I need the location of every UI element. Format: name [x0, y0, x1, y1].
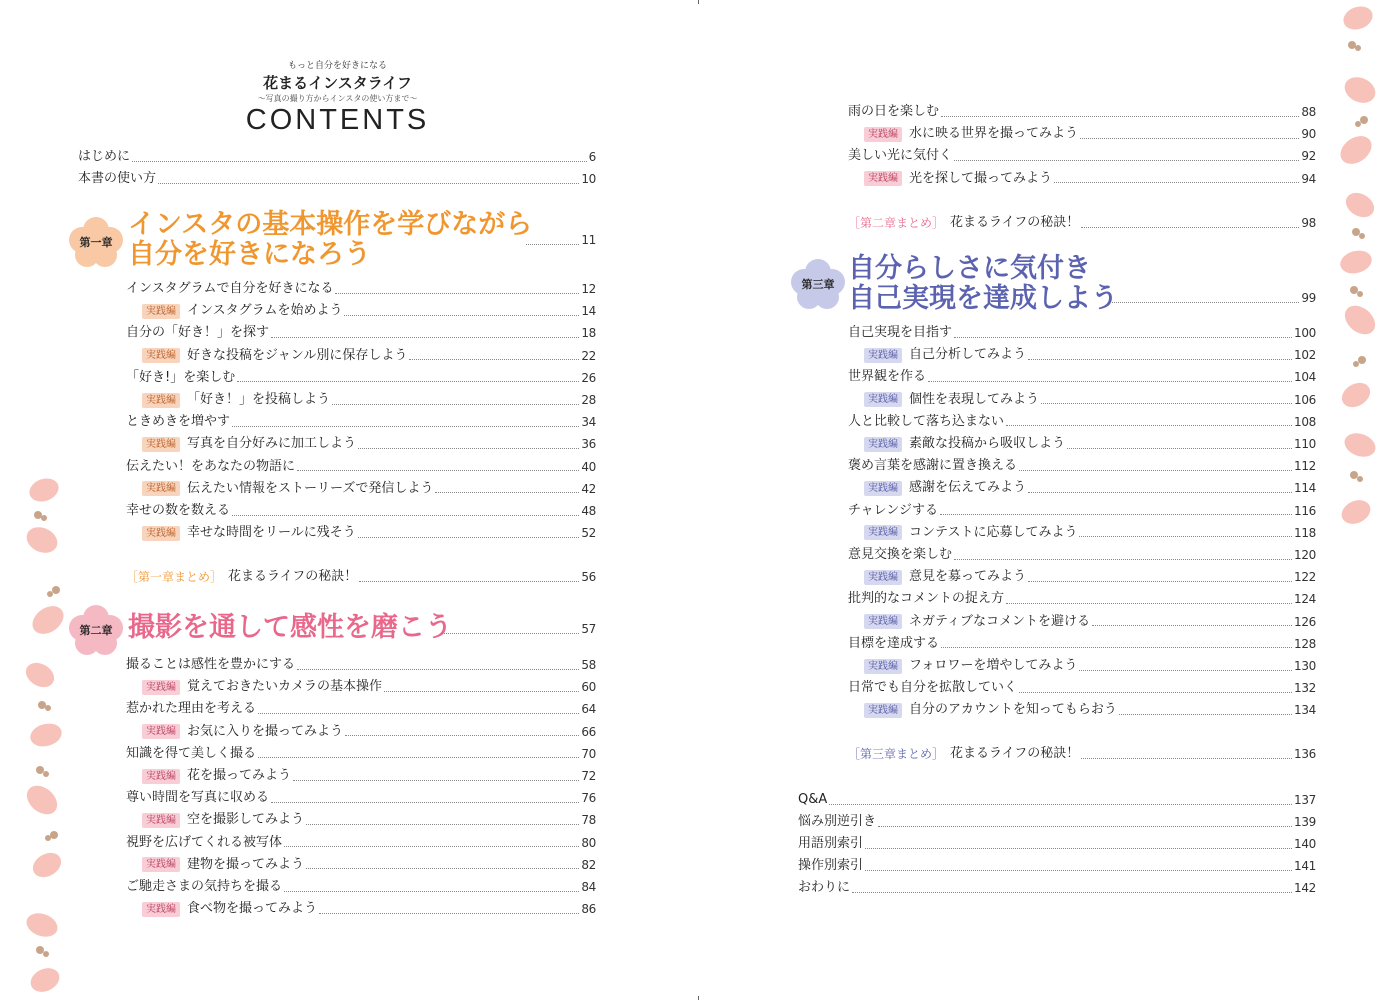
- toc-entry[interactable]: [848, 366, 1316, 388]
- page-number: 64: [581, 702, 596, 717]
- toc-label: 建物を撮ってみよう: [187, 856, 305, 872]
- summary-bracket: ［第二章まとめ］: [848, 216, 945, 230]
- page-number: 104: [1293, 370, 1316, 385]
- toc-entry-practice[interactable]: [864, 433, 1316, 455]
- toc-label: 自分の「好き！」を探す: [126, 325, 270, 341]
- page-number: 60: [581, 680, 596, 695]
- toc-label: フォロワーを増やしてみよう: [909, 658, 1078, 673]
- leader-dots: [1041, 403, 1292, 404]
- page-number: 114: [1293, 481, 1316, 496]
- toc-entry[interactable]: [848, 633, 1316, 655]
- page-number: 70: [581, 746, 596, 761]
- page-number: 136: [1293, 747, 1316, 761]
- toc-entry[interactable]: [848, 322, 1316, 344]
- toc-entry-practice[interactable]: [142, 522, 596, 544]
- petal-garland-icon: [1334, 0, 1384, 540]
- practice-tag: 実践編: [142, 857, 180, 872]
- leader-dots: [1006, 603, 1292, 604]
- page-number: 48: [581, 504, 596, 518]
- toc-label: 花まるライフの秘訣！: [950, 215, 1080, 230]
- toc-entry-intro[interactable]: [78, 146, 596, 168]
- page-number: 80: [581, 835, 596, 850]
- spine-mark-bottom: [698, 996, 699, 1000]
- page-number: 132: [1293, 681, 1316, 696]
- page-number: 12: [581, 282, 596, 296]
- leader-dots: [1092, 625, 1292, 626]
- toc-header: [240, 60, 435, 136]
- chapter2-badge: 第二章: [79, 624, 113, 637]
- leader-dots: [258, 713, 579, 714]
- summary-bracket: ［第三章まとめ］: [848, 747, 945, 761]
- page-number: 40: [581, 459, 596, 474]
- page-number: 57: [581, 622, 596, 636]
- summary-bracket: ［第一章まとめ］: [126, 570, 223, 584]
- toc-label: 批判的なコメントの捉え方: [848, 591, 1005, 607]
- practice-tag: 実践編: [864, 525, 902, 540]
- toc-entry-practice[interactable]: [142, 721, 596, 743]
- leader-dots: [132, 161, 587, 162]
- toc-entry[interactable]: [848, 411, 1316, 433]
- page-number: 118: [1293, 525, 1316, 540]
- toc-label: 花を撮ってみよう: [187, 768, 292, 783]
- book-title: 花まるインスタライフ: [263, 74, 412, 92]
- toc-label: はじめに: [78, 149, 131, 164]
- practice-tag: 実践編: [142, 348, 180, 363]
- toc-entry[interactable]: [126, 743, 596, 765]
- toc-label: 知識を得て美しく撮る: [126, 745, 257, 761]
- page-number: 56: [581, 570, 596, 584]
- chapter2-summary[interactable]: [848, 212, 1316, 234]
- leader-dots: [852, 892, 1292, 893]
- practice-tag: 実践編: [864, 703, 902, 718]
- toc-label: 「好き！」を投稿しよう: [187, 392, 331, 407]
- leader-dots: [232, 515, 579, 516]
- page-number: 102: [1293, 348, 1316, 363]
- chapter3-title-line1: 自分らしさに気付き: [848, 253, 1091, 284]
- contents-heading: CONTENTS: [245, 104, 430, 136]
- toc-label: 素敵な投稿から吸収しよう: [909, 436, 1066, 451]
- toc-label: 意見を募ってみよう: [909, 569, 1027, 585]
- page-number: 128: [1293, 636, 1316, 651]
- leader-dots: [409, 359, 579, 360]
- leader-dots: [232, 426, 579, 427]
- practice-tag: 実践編: [864, 127, 902, 142]
- page-number: 11: [581, 233, 596, 247]
- leader-dots: [878, 826, 1292, 827]
- toc-label: 幸せな時間をリールに残そう: [187, 525, 356, 541]
- chapter1-title-line2: 自分を好きになろう: [128, 239, 371, 270]
- page-number: 6: [588, 150, 596, 164]
- toc-label: 伝えたい情報をストーリーズで発信しよう: [187, 480, 434, 496]
- page-number: 92: [1301, 149, 1316, 164]
- page-number: 90: [1301, 127, 1316, 142]
- leader-dots: [865, 870, 1292, 871]
- chapter3-page-entry[interactable]: [1110, 287, 1316, 309]
- toc-entry[interactable]: [126, 698, 596, 720]
- page-number: 66: [581, 724, 596, 739]
- practice-tag: 実践編: [142, 304, 180, 319]
- leader-dots: [1028, 492, 1292, 493]
- toc-label: 視野を広げてくれる被写体: [126, 834, 283, 850]
- leader-dots: [865, 848, 1292, 849]
- toc-entry-practice[interactable]: [864, 477, 1316, 499]
- toc-label: 本書の使い方: [78, 171, 157, 186]
- practice-tag: 実践編: [864, 481, 902, 496]
- leader-dots: [941, 647, 1292, 648]
- toc-entry-practice[interactable]: [864, 566, 1316, 588]
- toc-label: 操作別索引: [798, 858, 864, 873]
- page-number: 106: [1293, 392, 1316, 407]
- leader-dots: [384, 691, 579, 692]
- toc-label: 美しい光に気付く: [848, 148, 953, 164]
- toc-label: 褒め言葉を感謝に置き換える: [848, 458, 1018, 474]
- page-number: 14: [581, 304, 596, 319]
- chapter1-summary[interactable]: [126, 566, 596, 588]
- leader-dots: [1081, 758, 1292, 759]
- page-number: 126: [1293, 614, 1316, 629]
- page-number: 82: [581, 857, 596, 872]
- leader-dots: [526, 244, 579, 245]
- chapter1-page-entry[interactable]: [524, 229, 596, 251]
- leader-dots: [358, 537, 580, 538]
- chapter3-badge: 第三章: [801, 278, 835, 291]
- page-number: 10: [581, 172, 596, 186]
- toc-label: 空を撮影してみよう: [187, 812, 305, 828]
- leader-dots: [335, 293, 579, 294]
- toc-entry[interactable]: [848, 455, 1316, 477]
- leader-dots: [442, 633, 579, 634]
- page-number: 34: [581, 415, 596, 430]
- page-number: 94: [1301, 171, 1316, 186]
- toc-label: 尊い時間を写真に収める: [126, 790, 270, 806]
- toc-entry-practice[interactable]: [142, 676, 596, 698]
- leader-dots: [271, 802, 579, 803]
- toc-label: コンテストに応募してみよう: [909, 524, 1078, 540]
- toc-entry[interactable]: [798, 877, 1316, 899]
- page-number: 100: [1293, 326, 1316, 340]
- toc-label: 自己分析してみよう: [909, 347, 1027, 363]
- toc-entry-practice[interactable]: [142, 765, 596, 787]
- page-number: 58: [581, 658, 596, 672]
- page-number: 84: [581, 880, 596, 894]
- page-number: 52: [581, 526, 596, 541]
- page-number: 108: [1293, 414, 1316, 429]
- chapter3-flower-badge: [790, 258, 846, 310]
- practice-tag: 実践編: [142, 813, 180, 828]
- leader-dots: [954, 559, 1292, 560]
- page-number: 88: [1301, 105, 1316, 119]
- page-number: 137: [1293, 793, 1316, 807]
- practice-tag: 実践編: [142, 393, 180, 408]
- toc-label: 人と比較して落ち込まない: [848, 413, 1005, 429]
- leader-dots: [293, 780, 579, 781]
- leader-dots: [1054, 182, 1299, 183]
- page-number: 76: [581, 791, 596, 806]
- leader-dots: [1019, 470, 1292, 471]
- book-kicker: もっと自分を好きになる: [287, 61, 387, 71]
- toc-label: 幸せの数を数える: [126, 503, 231, 518]
- leader-dots: [928, 381, 1292, 382]
- page-number: 134: [1293, 703, 1316, 718]
- toc-label: 用語別索引: [798, 836, 864, 851]
- practice-tag: 実践編: [142, 724, 180, 739]
- page-number: 120: [1293, 548, 1316, 562]
- practice-tag: 実践編: [864, 659, 902, 674]
- leader-dots: [344, 315, 579, 316]
- toc-entry-practice[interactable]: [142, 809, 596, 831]
- page-number: 78: [581, 813, 596, 828]
- leader-dots: [1112, 302, 1299, 303]
- leader-dots: [359, 581, 579, 582]
- practice-tag: 実践編: [142, 902, 180, 917]
- toc-label: ご馳走さまの気持ちを撮る: [126, 879, 283, 894]
- toc-entry[interactable]: [126, 367, 596, 389]
- toc-entry-practice[interactable]: [864, 611, 1316, 633]
- page-number: 140: [1293, 837, 1316, 851]
- toc-entry[interactable]: [126, 411, 596, 433]
- toc-entry-practice[interactable]: [142, 898, 596, 920]
- page-number: 18: [581, 326, 596, 341]
- chapter2-flower-badge: [68, 604, 124, 656]
- toc-entry[interactable]: [126, 500, 596, 522]
- petal-garland-icon: [20, 470, 70, 1000]
- toc-label: 花まるライフの秘訣！: [950, 746, 1080, 761]
- leader-dots: [435, 492, 579, 493]
- page-number: 122: [1293, 570, 1316, 585]
- leader-dots: [306, 868, 579, 869]
- toc-entry-practice[interactable]: [142, 433, 596, 455]
- leader-dots: [1079, 536, 1292, 537]
- leader-dots: [954, 337, 1292, 338]
- toc-entry-practice[interactable]: [142, 300, 596, 322]
- toc-label: 個性を表現してみよう: [909, 391, 1040, 407]
- practice-tag: 実践編: [864, 392, 902, 407]
- toc-entry[interactable]: [848, 544, 1316, 566]
- toc-entry-practice[interactable]: [142, 854, 596, 876]
- toc-entry[interactable]: [848, 145, 1316, 167]
- toc-label: 好きな投稿をジャンル別に保存しよう: [187, 347, 408, 363]
- toc-entry[interactable]: [798, 833, 1316, 855]
- toc-label: 自己実現を目指す: [848, 325, 953, 340]
- chapter1-flower-badge: [68, 216, 124, 268]
- page-number: 72: [581, 769, 596, 783]
- toc-label: 「好き!」を楽しむ: [126, 369, 236, 385]
- toc-entry[interactable]: [848, 101, 1316, 123]
- page-number: 28: [581, 393, 596, 407]
- leader-dots: [1028, 359, 1292, 360]
- practice-tag: 実践編: [864, 614, 902, 629]
- toc-entry-practice[interactable]: [142, 389, 596, 411]
- leader-dots: [1028, 581, 1292, 582]
- leader-dots: [297, 470, 579, 471]
- page-number: 99: [1301, 291, 1316, 305]
- toc-label: 水に映る世界を撮ってみよう: [909, 126, 1079, 142]
- leader-dots: [319, 913, 579, 914]
- toc-label: 惹かれた理由を考える: [126, 701, 257, 717]
- page-number: 141: [1293, 859, 1316, 873]
- leader-dots: [1119, 714, 1292, 715]
- toc-entry[interactable]: [848, 500, 1316, 522]
- toc-label: お気に入りを撮ってみよう: [187, 723, 344, 739]
- leader-dots: [358, 448, 579, 449]
- toc-entry-practice[interactable]: [864, 655, 1316, 677]
- leader-dots: [941, 116, 1299, 117]
- page-number: 112: [1293, 459, 1316, 474]
- toc-label: 目標を達成する: [848, 635, 940, 651]
- toc-label: 感謝を伝えてみよう: [909, 480, 1027, 496]
- toc-label: インスタグラムで自分を好きになる: [126, 281, 334, 296]
- page-number: 124: [1293, 592, 1316, 607]
- chapter1-title-line1: インスタの基本操作を学びながら: [128, 209, 533, 240]
- practice-tag: 実践編: [864, 348, 902, 363]
- chapter2-title: 撮影を通して感性を磨こう: [128, 612, 452, 643]
- toc-label: インスタグラムを始めよう: [187, 303, 343, 319]
- toc-entry[interactable]: [126, 832, 596, 854]
- leader-dots: [829, 804, 1292, 805]
- toc-label: 悩み別逆引き: [798, 814, 877, 829]
- practice-tag: 実践編: [864, 437, 902, 452]
- leader-dots: [284, 891, 579, 892]
- toc-label: ときめきを増やす: [126, 414, 231, 430]
- toc-entry-practice[interactable]: [142, 345, 596, 367]
- toc-entry[interactable]: [126, 456, 596, 478]
- spine-mark-top: [698, 0, 699, 4]
- toc-entry-practice[interactable]: [864, 344, 1316, 366]
- toc-label: 覚えておきたいカメラの基本操作: [187, 679, 383, 695]
- page-number: 142: [1293, 881, 1316, 895]
- toc-entry[interactable]: [848, 588, 1316, 610]
- page-number: 36: [581, 437, 596, 452]
- toc-label: チャレンジする: [848, 502, 938, 518]
- page-number: 116: [1293, 503, 1316, 518]
- leader-dots: [1080, 138, 1299, 139]
- page-number: 110: [1293, 437, 1316, 451]
- leader-dots: [237, 381, 579, 382]
- leader-dots: [940, 514, 1292, 515]
- toc-entry-practice[interactable]: [864, 168, 1316, 190]
- toc-entry-practice[interactable]: [864, 699, 1316, 721]
- toc-label: 雨の日を楽しむ: [848, 104, 940, 119]
- toc-entry[interactable]: [126, 787, 596, 809]
- toc-entry[interactable]: [848, 677, 1316, 699]
- leader-dots: [1081, 227, 1299, 228]
- toc-entry-practice[interactable]: [864, 123, 1316, 145]
- chapter1-badge: 第一章: [79, 236, 113, 249]
- toc-entry-how-to-use[interactable]: [78, 168, 596, 190]
- toc-label: 日常でも自分を拡散していく: [848, 680, 1018, 696]
- toc-entry-practice[interactable]: [142, 478, 596, 500]
- leader-dots: [158, 183, 579, 184]
- toc-label: 食べ物を撮ってみよう: [187, 901, 318, 917]
- leader-dots: [271, 337, 579, 338]
- page-number: 22: [581, 348, 596, 363]
- practice-tag: 実践編: [142, 769, 180, 784]
- practice-tag: 実践編: [142, 526, 180, 541]
- toc-entry[interactable]: [126, 322, 596, 344]
- toc-label: 意見交換を楽しむ: [848, 547, 953, 562]
- toc-entry[interactable]: [126, 654, 596, 676]
- leader-dots: [1019, 692, 1292, 693]
- toc-entry[interactable]: [798, 855, 1316, 877]
- toc-label: 写真を自分好みに加工しよう: [187, 436, 357, 452]
- page-number: 86: [581, 902, 596, 917]
- leader-dots: [297, 669, 579, 670]
- toc-label: Q&A: [798, 792, 828, 807]
- practice-tag: 実践編: [142, 437, 180, 452]
- toc-label: ネガティブなコメントを避ける: [909, 613, 1090, 629]
- page-number: 139: [1293, 815, 1316, 829]
- leader-dots: [345, 735, 579, 736]
- leader-dots: [954, 160, 1299, 161]
- leader-dots: [1006, 425, 1292, 426]
- toc-entry[interactable]: [798, 811, 1316, 833]
- toc-label: 光を探して撮ってみよう: [909, 170, 1053, 186]
- practice-tag: 実践編: [864, 171, 902, 186]
- toc-entry[interactable]: [126, 876, 596, 898]
- page-number: 42: [581, 481, 596, 496]
- book-subtitle: 〜写真の撮り方からインスタの使い方まで〜: [257, 94, 418, 103]
- leader-dots: [258, 757, 579, 758]
- toc-label: 撮ることは感性を豊かにする: [126, 657, 296, 672]
- practice-tag: 実践編: [142, 481, 180, 496]
- leader-dots: [1079, 670, 1292, 671]
- leader-dots: [332, 404, 579, 405]
- page-number: 26: [581, 370, 596, 385]
- leader-dots: [1067, 448, 1292, 449]
- page-number: 98: [1301, 216, 1316, 230]
- chapter3-summary[interactable]: [848, 743, 1316, 765]
- toc-label: 自分のアカウントを知ってもらおう: [909, 702, 1117, 718]
- page-number: 130: [1293, 659, 1316, 673]
- chapter2-page-entry[interactable]: [440, 618, 596, 640]
- toc-entry-practice[interactable]: [864, 389, 1316, 411]
- practice-tag: 実践編: [142, 680, 180, 695]
- toc-entry-practice[interactable]: [864, 522, 1316, 544]
- toc-label: おわりに: [798, 880, 851, 895]
- leader-dots: [306, 824, 579, 825]
- toc-label: 世界観を作る: [848, 369, 927, 385]
- chapter3-title-line2: 自己実現を達成しよう: [848, 283, 1118, 314]
- leader-dots: [284, 846, 579, 847]
- toc-label: 伝えたい！をあなたの物語に: [126, 458, 296, 474]
- toc-entry[interactable]: [126, 278, 596, 300]
- toc-entry[interactable]: [798, 789, 1316, 811]
- practice-tag: 実践編: [864, 570, 902, 585]
- toc-label: 花まるライフの秘訣！: [228, 569, 358, 584]
